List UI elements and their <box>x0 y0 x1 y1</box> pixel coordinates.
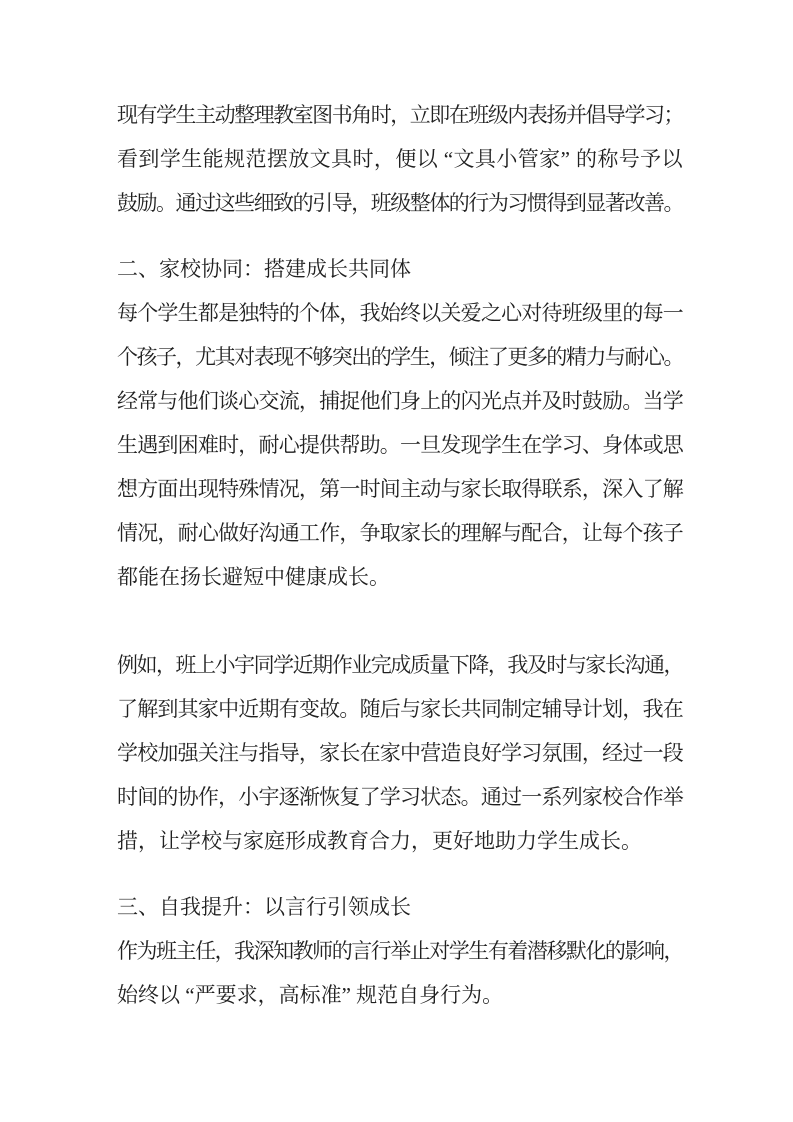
paragraph-xiaoyu-example <box>117 643 683 863</box>
text-line <box>117 973 683 1017</box>
text-line <box>117 93 683 137</box>
text: 始终以 “严要求，高标准” 规范自身行为。 <box>117 983 504 1007</box>
text: 每个学生都是独特的个体，我始终以关爱之心对待班级里的每一 <box>117 301 683 325</box>
text-line <box>117 335 683 379</box>
text: 看到学生能规范摆放文具时，便以 “文具小管家” 的称号予以 <box>117 147 683 171</box>
text: 生遇到困难时，耐心提供帮助。一旦发现学生在学习、身体或思 <box>117 433 683 457</box>
text: 学校加强关注与指导，家长在家中营造良好学习氛围，经过一段 <box>117 741 683 765</box>
paragraph-care-for-students <box>117 291 683 599</box>
text-line <box>117 379 683 423</box>
text-line <box>117 819 683 863</box>
text: 个孩子，尤其对表现不够突出的学生，倾注了更多的精力与耐心。 <box>117 345 683 369</box>
text: 时间的协作，小宇逐渐恢复了学习状态。通过一系列家校合作举 <box>117 785 683 809</box>
text-line <box>117 467 683 511</box>
text-line <box>117 555 683 599</box>
text-line <box>117 731 683 775</box>
text-line <box>117 291 683 335</box>
text-line <box>117 181 683 225</box>
section-heading-self-improvement <box>117 885 683 929</box>
text: 现有学生主动整理教室图书角时，立即在班级内表扬并倡导学习； <box>117 103 683 127</box>
text: 了解到其家中近期有变故。随后与家长共同制定辅导计划，我在 <box>117 697 683 721</box>
text: 都能在扬长避短中健康成长。 <box>117 565 390 589</box>
text: 情况，耐心做好沟通工作，争取家长的理解与配合，让每个孩子 <box>117 521 683 545</box>
text: 措，让学校与家庭形成教育合力，更好地助力学生成长。 <box>117 829 642 853</box>
text-line <box>117 929 683 973</box>
paragraph-self-discipline <box>117 929 683 1017</box>
text-line <box>117 643 683 687</box>
section-heading-home-school <box>117 247 683 291</box>
text-line <box>117 775 683 819</box>
text-line <box>117 687 683 731</box>
text: 鼓励。通过这些细致的引导，班级整体的行为习惯得到显著改善。 <box>117 191 683 215</box>
text: 经常与他们谈心交流，捕捉他们身上的闪光点并及时鼓励。当学 <box>117 389 683 413</box>
text: 三、自我提升：以言行引领成长 <box>117 895 411 919</box>
text-line <box>117 137 683 181</box>
text-line <box>117 511 683 555</box>
paragraph-behavior-guidance <box>117 93 683 225</box>
text: 作为班主任，我深知教师的言行举止对学生有着潜移默化的影响， <box>117 939 683 963</box>
text: 例如，班上小宇同学近期作业完成质量下降，我及时与家长沟通， <box>117 653 683 677</box>
text: 二、家校协同：搭建成长共同体 <box>117 257 411 281</box>
text-line <box>117 423 683 467</box>
text: 想方面出现特殊情况，第一时间主动与家长取得联系，深入了解 <box>117 477 683 501</box>
